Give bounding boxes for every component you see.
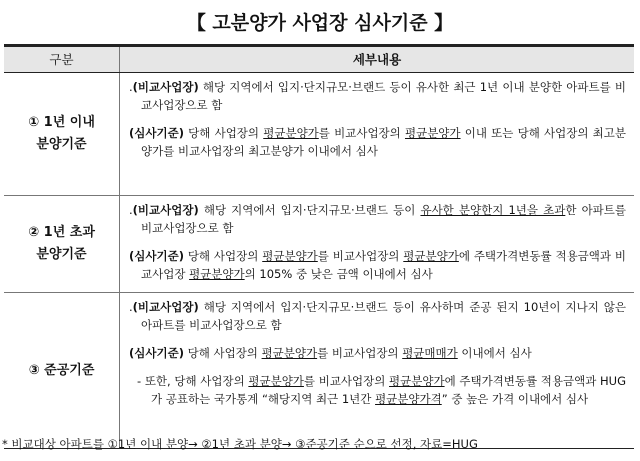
comparison-site-item: .(비교사업장) 해당 지역에서 입지·단지규모·브랜드 등이 유사한 분양한지 1년을 초과한 아파트를 비교사업장으로 함 [129,203,627,235]
category-cell [4,196,120,292]
comparison-site-item: .(비교사업장) 해당 지역에서 입지·단지규모·브랜드 등이 유사한 최근 1년 이내 분양한 아파트를 비교사업장으로 함 [129,80,626,112]
comparison-site-item: .(비교사업장) 해당 지역에서 입지·단지규모·브랜드 등이 유사하며 준공 된지 10년이 지나지 않은 아파트를 비교사업장으로 함 [129,300,626,332]
additional-criteria-item: - 또한, 당해 사업장의 평균분양가를 비교사업장의 평균분양가에 주택가격변동률 적용금액과 HUG가 공표하는 국가통계 “해당지역 최근 1년간 평균분양가격” 중 높은 가격 이내에서 심사 [137,374,626,406]
review-criteria-item: (심사기준) 당해 사업장의 평균분양가를 비교사업장의 평균분양가에 주택가격변동률 적용금액과 비교사업장 평균분양가의 105% 중 낮은 금액 이내에서 심사 [129,249,626,281]
category-label: ② 1년 초과 [28,225,95,240]
details-cell [120,293,634,448]
table-row [4,73,634,196]
review-criteria-item: (심사기준) 당해 사업장의 평균분양가를 비교사업장의 평균매매가 이내에서 심사 [129,346,532,360]
header-details: 세부내용 [352,51,402,67]
table-row [4,293,634,448]
table-row [4,196,634,293]
footnote: * 비교대상 아파트를 ①1년 이내 분양→ ②1년 초과 분양→ ③준공기준 순으로 선정, 자료=HUG [2,437,478,451]
category-cell [4,293,120,448]
category-label: 분양기준 [36,137,87,152]
details-cell [120,73,634,195]
details-cell [120,196,634,292]
table-header-row [4,47,634,73]
review-criteria-item: (심사기준) 당해 사업장의 평균분양가를 비교사업장의 평균분양가 이내 또는 당해 사업장의 최고분양가를 비교사업장의 최고분양가 이내에서 심사 [129,126,626,158]
header-category: 구분 [4,47,120,72]
category-label: 분양기준 [36,247,87,262]
category-label: ③ 준공기준 [28,362,95,378]
category-cell [4,73,120,195]
page-title: 【 고분양가 사업장 심사기준 】 [186,12,454,34]
criteria-table [4,44,634,449]
category-label: ① 1년 이내 [28,115,95,130]
